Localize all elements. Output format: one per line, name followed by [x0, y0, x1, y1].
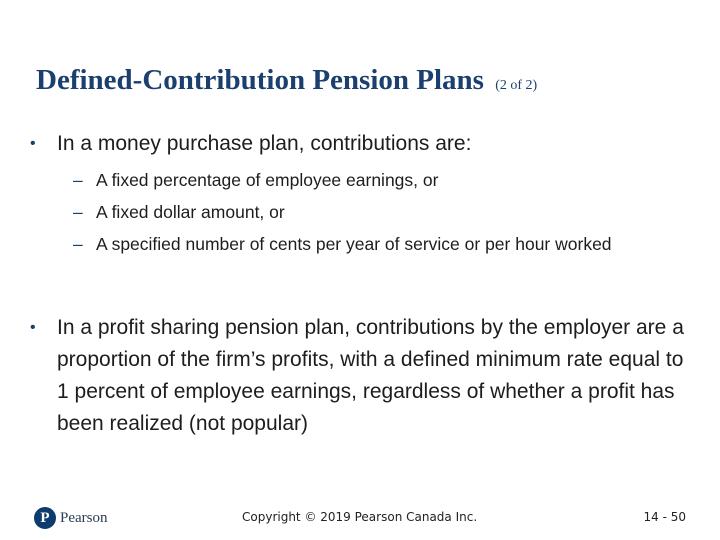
sub-bullet-list: [73, 168, 693, 256]
sub-bullet-item: [73, 200, 693, 224]
bullet-text: In a profit sharing pension plan, contributions by the employer are a proportion of the firm’s profits, with a defined minimum rate equal to 1 percent of employee earnings, regardless of whether a profit has been realized (not popular): [57, 316, 684, 435]
slide-title-text: Defined-Contribution Pension Plans: [36, 64, 484, 96]
bullet-marker: •: [30, 319, 36, 336]
pearson-logo-icon: P: [34, 507, 56, 529]
sub-bullet-text: A specified number of cents per year of service or per hour worked: [96, 234, 612, 254]
sub-bullet-marker: –: [73, 170, 83, 190]
sub-bullet-item: [73, 232, 693, 256]
page-number: 14 - 50: [643, 510, 686, 524]
bullet-marker: •: [30, 135, 36, 152]
slide-title: [36, 64, 537, 97]
bullet-item: [30, 312, 690, 440]
pearson-logo: [34, 506, 108, 530]
copyright-text: Copyright © 2019 Pearson Canada Inc.: [242, 510, 478, 524]
sub-bullet-marker: –: [73, 234, 83, 254]
bullet-text: In a money purchase plan, contributions are:: [57, 132, 472, 155]
slide-footer: [0, 503, 720, 533]
sub-bullet-item: [73, 168, 693, 192]
pearson-logo-text: Pearson: [60, 509, 108, 526]
sub-bullet-text: A fixed percentage of employee earnings, or: [96, 170, 439, 190]
sub-bullet-marker: –: [73, 202, 83, 222]
sub-bullet-text: A fixed dollar amount, or: [96, 202, 285, 222]
slide-title-suffix: (2 of 2): [495, 78, 538, 93]
bullet-item: [30, 128, 670, 160]
